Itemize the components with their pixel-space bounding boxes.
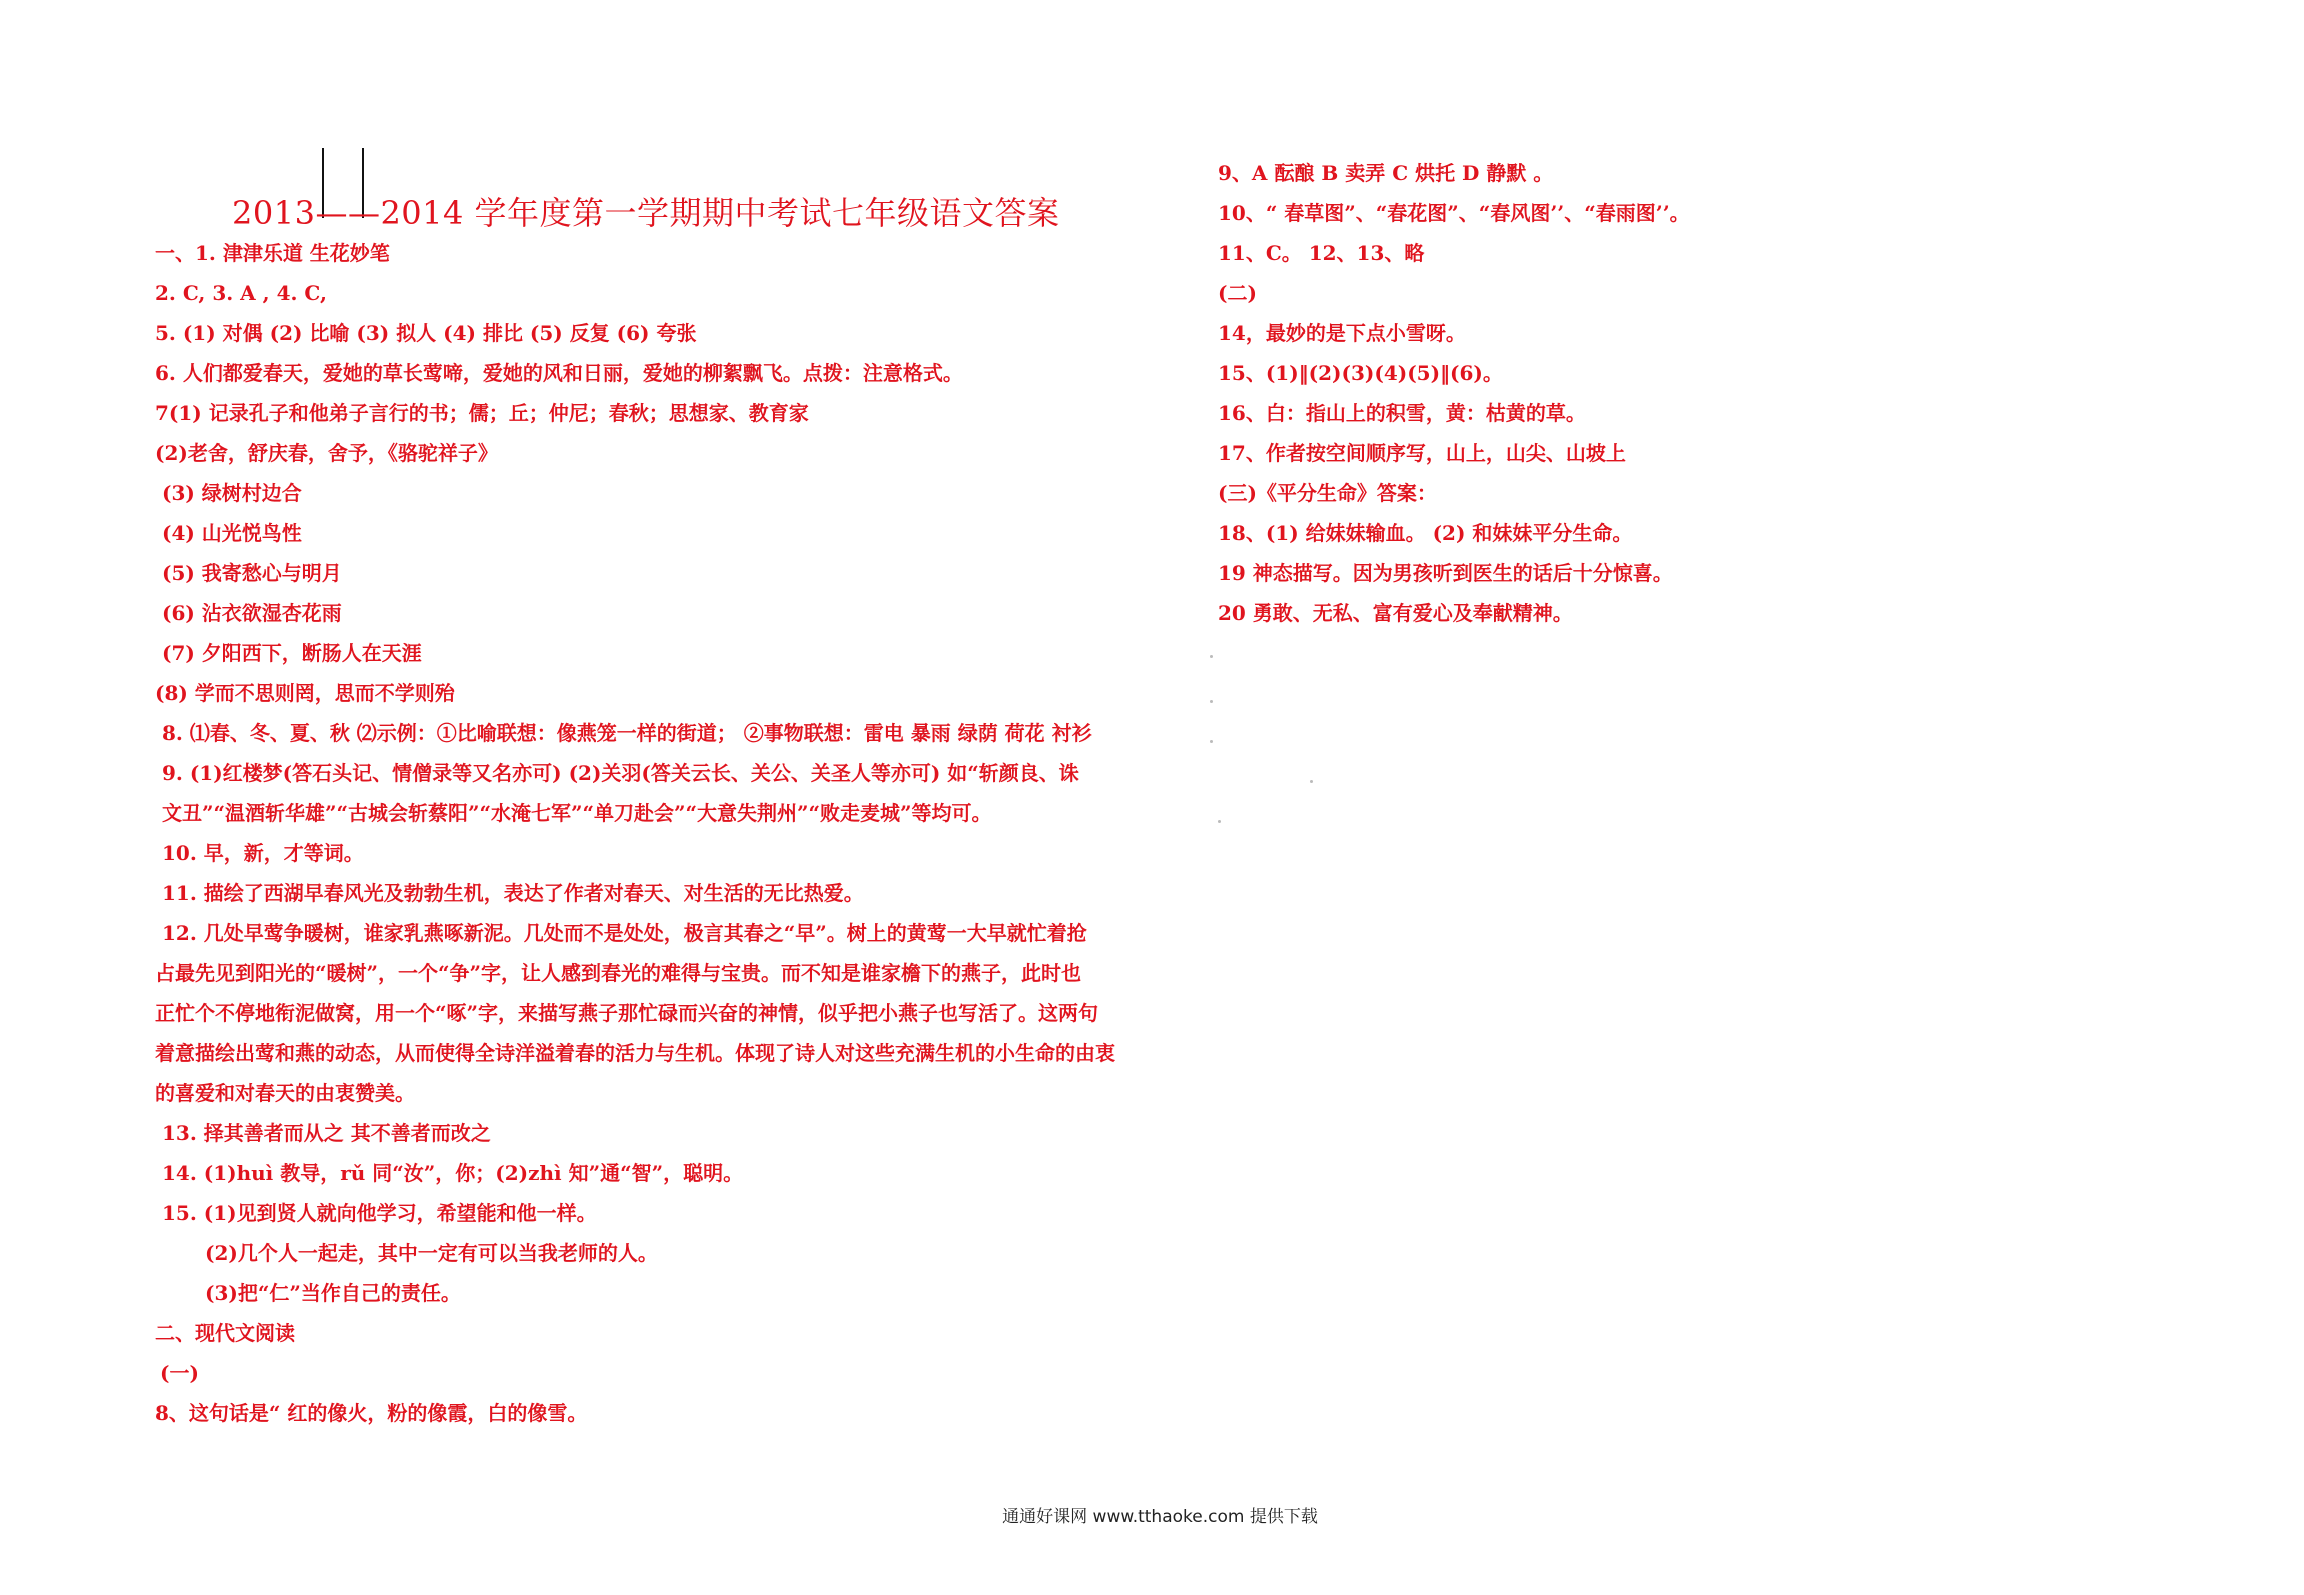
answer-line: (3)把“仁”当作自己的责任。 — [205, 1281, 461, 1305]
page-title: 2013——2014 学年度第一学期期中考试七年级语文答案 — [232, 194, 1060, 232]
answer-line: (2)几个人一起走，其中一定有可以当我老师的人。 — [205, 1241, 658, 1265]
answer-line: 14. (1)huì 教导，rǔ 同“汝”，你；(2)zhì 知”通“智”，聪明。 — [162, 1161, 744, 1185]
answer-line: 正忙个不停地衔泥做窝，用一个“啄”字，来描写燕子那忙碌而兴奋的神情，似乎把小燕子也写活了。这两句 — [155, 1001, 1099, 1025]
answer-line: 占最先见到阳光的“暖树”，一个“争”字，让人感到春光的难得与宝贵。而不知是谁家檐下的燕子，此时也 — [155, 961, 1082, 985]
section-heading: (一) — [160, 1361, 199, 1385]
answer-line: 的喜爱和对春天的由衷赞美。 — [155, 1081, 415, 1105]
answer-line: 10. 早，新，才等词。 — [162, 841, 364, 865]
section-heading: 二、现代文阅读 — [155, 1321, 295, 1345]
answer-line: 8、这句话是“ 红的像火，粉的像霞，白的像雪。 — [155, 1401, 588, 1425]
answer-line: (7) 夕阳西下，断肠人在天涯 — [162, 641, 422, 665]
answer-line: (2)老舍，舒庆春，舍予，《骆驼祥子》 — [155, 441, 498, 465]
answer-line: 15、(1)‖(2)(3)(4)(5)‖(6)。 — [1218, 361, 1503, 385]
answer-line: (8) 学而不思则罔，思而不学则殆 — [155, 681, 455, 705]
answer-line: 11. 描绘了西湖早春风光及勃勃生机，表达了作者对春天、对生活的无比热爱。 — [162, 881, 864, 905]
answer-line: (5) 我寄愁心与明月 — [162, 561, 342, 585]
paragraph-mark — [1210, 700, 1213, 703]
answer-line: 13. 择其善者而从之 其不善者而改之 — [162, 1121, 491, 1145]
answer-line: (6) 沾衣欲湿杏花雨 — [162, 601, 342, 625]
paragraph-mark — [1210, 740, 1213, 743]
answer-line: 15. (1)见到贤人就向他学习，希望能和他一样。 — [162, 1201, 597, 1225]
answer-line: 14，最妙的是下点小雪呀。 — [1218, 321, 1466, 345]
section-heading: (三)《平分生命》答案： — [1218, 481, 1437, 505]
answer-line: 2. C, 3. A , 4. C, — [155, 281, 327, 305]
answer-line: (3) 绿树村边合 — [162, 481, 302, 505]
answer-line: 16、白：指山上的积雪，黄：枯黄的草。 — [1218, 401, 1586, 425]
answer-line: 10、“ 春草图”、“春花图”、“春风图’’、“春雨图’’。 — [1218, 201, 1690, 225]
paragraph-mark — [1310, 780, 1313, 783]
answer-line: 11、C。 12、13、略 — [1218, 241, 1425, 265]
answer-line: 9. (1)红楼梦(答石头记、情僧录等又名亦可) (2)关羽(答关云长、关公、关圣人等亦可) 如“斩颜良、诛 — [162, 761, 1079, 785]
paragraph-mark — [1218, 820, 1221, 823]
answer-line: 12. 几处早莺争暖树，谁家乳燕啄新泥。几处而不是处处，极言其春之“早”。树上的黄莺一大早就忙着抢 — [162, 921, 1087, 945]
section-heading: (二) — [1218, 281, 1257, 305]
answer-line: 17、作者按空间顺序写，山上，山尖、山坡上 — [1218, 441, 1626, 465]
paragraph-mark — [1210, 655, 1213, 658]
answer-line: 20 勇敢、无私、富有爱心及奉献精神。 — [1218, 601, 1573, 625]
answer-line: 8. ⑴春、冬、夏、秋 ⑵示例：①比喻联想：像燕笼一样的街道； ②事物联想：雷电 暴雨 绿荫 荷花 衬衫 — [162, 721, 1092, 745]
answer-line: (4) 山光悦鸟性 — [162, 521, 302, 545]
footer-source: 通通好课网 www.tthaoke.com 提供下载 — [1002, 1507, 1318, 1527]
answer-line: 着意描绘出莺和燕的动态，从而使得全诗洋溢着春的活力与生机。体现了诗人对这些充满生机的小生命的由衷 — [155, 1041, 1115, 1065]
answer-line: 9、A 酝酿 B 卖弄 C 烘托 D 静默 。 — [1218, 161, 1554, 185]
answer-line: 一、1. 津津乐道 生花妙笔 — [155, 241, 390, 265]
answer-line: 7(1) 记录孔子和他弟子言行的书；儒；丘；仲尼；春秋；思想家、教育家 — [155, 401, 809, 425]
answer-line: 5. (1) 对偶 (2) 比喻 (3) 拟人 (4) 排比 (5) 反复 (6) 夸张 — [155, 321, 697, 345]
answer-line: 19 神态描写。因为男孩听到医生的话后十分惊喜。 — [1218, 561, 1673, 585]
answer-line: 文丑”“温酒斩华雄”“古城会斩蔡阳”“水淹七军”“单刀赴会”“大意失荆州”“败走麦城”等均可。 — [162, 801, 992, 825]
answer-line: 6. 人们都爱春天，爱她的草长莺啼，爱她的风和日丽，爱她的柳絮飘飞。点拨：注意格式。 — [155, 361, 963, 385]
answer-line: 18、(1) 给妹妹输血。 (2) 和妹妹平分生命。 — [1218, 521, 1633, 545]
